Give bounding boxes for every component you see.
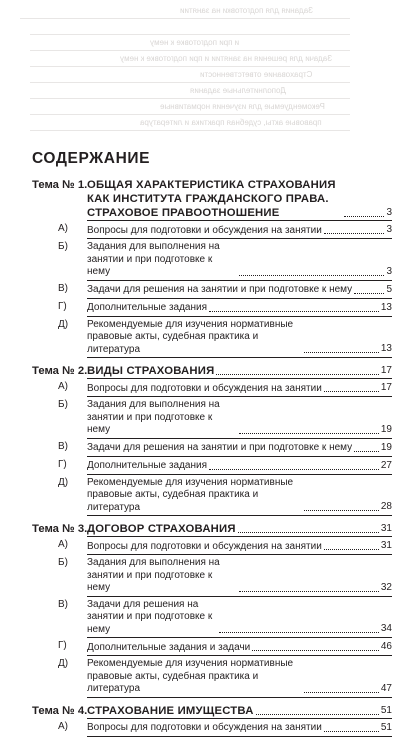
table-of-contents xyxy=(32,178,392,743)
leader-dots xyxy=(324,391,379,392)
toc-topic xyxy=(32,364,392,516)
toc-entry[interactable] xyxy=(58,397,392,439)
bleed-text: правовые акты, судебная практика и литература xyxy=(140,118,322,127)
bleed-text: и при подготовке к нему xyxy=(150,38,240,47)
entry-text: Вопросы для подготовки и обсуждения на занятии xyxy=(87,382,322,394)
entry-text: Рекомендуемые для изучения нормативные правовые акты, судебная практика и литература xyxy=(87,476,294,513)
page-number: 17 xyxy=(380,365,392,376)
toc-entry[interactable] xyxy=(58,299,392,317)
topic-number: Тема № 3. xyxy=(32,523,88,535)
page-number: 5 xyxy=(386,283,392,295)
entry-letter: А) xyxy=(58,720,68,732)
leader-dots xyxy=(354,451,379,452)
entry-letter: Д) xyxy=(58,318,69,330)
topic-title: ВИДЫ СТРАХОВАНИЯ xyxy=(87,365,215,377)
leader-dots xyxy=(304,510,379,511)
page-number: 31 xyxy=(380,523,392,534)
entry-text: Дополнительные задания и задачи xyxy=(87,641,251,653)
leader-dots xyxy=(209,469,379,470)
bleed-text: Страхование ответственности xyxy=(200,70,313,79)
leader-dots xyxy=(324,731,379,732)
leader-dots xyxy=(216,374,378,375)
leader-dots xyxy=(304,692,379,693)
toc-entry[interactable] xyxy=(58,439,392,457)
page-number: 17 xyxy=(380,382,392,393)
leader-dots xyxy=(324,549,379,550)
entry-text: Рекомендуемые для изучения нормативные правовые акты, судебная практика и литература xyxy=(87,658,294,694)
topic-number: Тема № 4. xyxy=(32,704,88,717)
toc-entry[interactable] xyxy=(58,221,392,239)
toc-topic-heading[interactable] xyxy=(32,704,392,718)
entry-letter: Г) xyxy=(58,300,67,312)
page-title: СОДЕРЖАНИЕ xyxy=(32,150,151,167)
topic-title: СТРАХОВАНИЕ ИМУЩЕСТВА xyxy=(87,704,254,717)
toc-topic-heading[interactable] xyxy=(32,522,392,536)
entry-letter: В) xyxy=(58,282,68,294)
page-number: 32 xyxy=(380,581,392,593)
leader-dots xyxy=(239,591,379,592)
leader-dots xyxy=(354,293,384,294)
page-number: 13 xyxy=(380,301,392,313)
toc-entry[interactable] xyxy=(58,555,392,597)
entry-text: Задания для выполнения на занятии и при подготовке к нему xyxy=(87,241,220,277)
toc-topic xyxy=(32,704,392,737)
page-number: 3 xyxy=(386,207,392,218)
toc-topic xyxy=(32,522,392,698)
bleed-text: Задания для подготовки на занятии xyxy=(180,6,314,15)
entry-letter: Д) xyxy=(58,658,69,669)
entry-text: Дополнительные задания xyxy=(87,302,208,313)
leader-dots xyxy=(239,275,384,276)
toc-topic-heading[interactable] xyxy=(32,364,392,378)
entry-letter: Г) xyxy=(58,458,67,470)
leader-dots xyxy=(256,714,379,715)
topic-number: Тема № 2. xyxy=(32,365,88,377)
toc-entry[interactable] xyxy=(58,638,392,656)
page-number: 46 xyxy=(380,641,392,652)
entry-text: Вопросы для подготовки и обсуждения на занятии xyxy=(87,224,322,236)
toc-entry[interactable] xyxy=(58,379,392,397)
page-number: 28 xyxy=(380,501,392,512)
toc-topic-heading[interactable] xyxy=(32,178,392,220)
page-number: 13 xyxy=(380,343,392,354)
leader-dots xyxy=(252,650,379,651)
entry-letter: А) xyxy=(58,539,68,550)
bleed-text: Рекомендуемые для изучения нормативные xyxy=(160,102,325,111)
page-number: 31 xyxy=(380,540,392,551)
entry-letter: Б) xyxy=(58,557,68,568)
page-number: 19 xyxy=(380,423,392,435)
entry-text: Задания для выполнения на занятии и при подготовке к нему xyxy=(87,557,220,593)
toc-entry[interactable] xyxy=(58,656,392,698)
page-number: 51 xyxy=(380,704,392,716)
toc-entry[interactable] xyxy=(58,719,392,737)
topic-number: Тема № 1. xyxy=(32,179,88,191)
leader-dots xyxy=(219,632,379,633)
topic-title: ОБЩАЯ ХАРАКТЕРИСТИКА СТРАХОВАНИЯ КАК ИНСТИТУТА ГРАЖДАНСКОГО ПРАВА. СТРАХОВОЕ ПРАВООТНОШЕНИЕ xyxy=(87,179,336,219)
page-number: 27 xyxy=(380,459,392,471)
toc-entry[interactable] xyxy=(58,239,392,281)
bleed-text: Задачи для решения на занятии и при подготовке к нему xyxy=(120,54,333,63)
leader-dots xyxy=(304,352,379,353)
bleed-through-area xyxy=(0,0,416,145)
entry-text: Задачи для решения на занятии и при подготовке к нему xyxy=(87,284,353,295)
page-number: 51 xyxy=(380,721,392,733)
entry-letter: Б) xyxy=(58,399,68,410)
topic-title: ДОГОВОР СТРАХОВАНИЯ xyxy=(87,523,236,535)
entry-letter: Д) xyxy=(58,476,69,488)
toc-entry[interactable] xyxy=(58,457,392,475)
entry-text: Рекомендуемые для изучения нормативные правовые акты, судебная практика и литература xyxy=(87,318,294,355)
leader-dots xyxy=(238,532,379,533)
page-number: 47 xyxy=(380,682,392,694)
entry-letter: В) xyxy=(58,440,68,452)
entry-letter: Г) xyxy=(58,640,67,651)
bleed-text: Дополнительные задания xyxy=(190,86,287,95)
entry-text: Задачи для решения на занятии и при подготовке к нему xyxy=(87,442,353,453)
toc-topic xyxy=(32,178,392,358)
toc-entry[interactable] xyxy=(58,317,392,359)
entry-letter: Б) xyxy=(58,241,68,252)
toc-entry[interactable] xyxy=(58,537,392,555)
leader-dots xyxy=(209,311,379,312)
toc-entry[interactable] xyxy=(58,475,392,517)
entry-letter: А) xyxy=(58,223,68,234)
entry-text: Вопросы для подготовки и обсуждения на занятии xyxy=(87,540,322,552)
leader-dots xyxy=(324,233,385,234)
page-number: 3 xyxy=(386,224,392,235)
toc-entry[interactable] xyxy=(58,281,392,299)
page-number: 19 xyxy=(380,441,392,453)
page-number: 3 xyxy=(386,265,392,277)
toc-entry[interactable] xyxy=(58,597,392,639)
entry-letter: А) xyxy=(58,381,68,392)
entry-text: Задачи для решения на занятии и при подготовке к нему xyxy=(87,598,213,635)
entry-text: Задания для выполнения на занятии и при подготовке к нему xyxy=(87,399,220,435)
page-number: 34 xyxy=(380,623,392,634)
entry-letter: В) xyxy=(58,598,68,610)
entry-text: Вопросы для подготовки и обсуждения на занятии xyxy=(87,722,322,733)
leader-dots xyxy=(239,433,379,434)
leader-dots xyxy=(344,216,384,217)
entry-text: Дополнительные задания xyxy=(87,460,208,471)
